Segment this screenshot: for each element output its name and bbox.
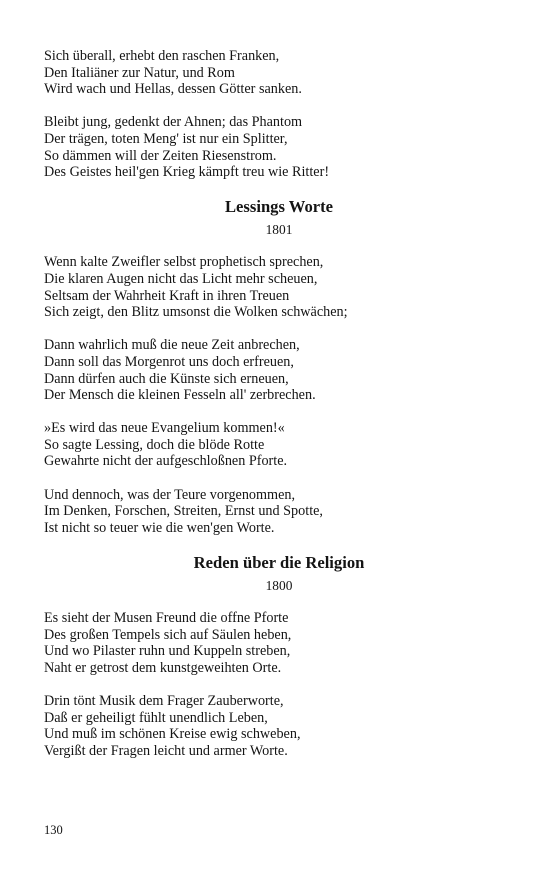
book-page: [44, 48, 514, 776]
verse-line: Und muß im schönen Kreise ewig schweben,: [44, 726, 301, 743]
verse-line: Es sieht der Musen Freund die offne Pforte: [44, 610, 289, 627]
previous-poem-continuation: [44, 48, 514, 181]
stanza: [44, 114, 514, 180]
page-number: 130: [44, 823, 63, 837]
verse-line: Dann wahrlich muß die neue Zeit anbrechen,: [44, 337, 300, 354]
verse-line: Gewahrte nicht der aufgeschloßnen Pforte.: [44, 453, 288, 470]
verse-line: Den Italiäner zur Natur, und Rom: [44, 64, 235, 81]
stanza: [44, 610, 514, 676]
verse-line: Im Denken, Forschen, Streiten, Ernst und Spotte,: [44, 503, 323, 520]
poem-reden-ueber-die-religion: [44, 553, 514, 759]
verse-line: Sich zeigt, den Blitz umsonst die Wolken schwächen;: [44, 304, 348, 321]
verse-line: Und dennoch, was der Teure vorgenommen,: [44, 486, 296, 503]
verse-line: Die klaren Augen nicht das Licht mehr scheuen,: [44, 270, 318, 287]
verse-line: So dämmen will der Zeiten Riesenstrom.: [44, 147, 277, 164]
stanza: [44, 487, 514, 537]
stanza: [44, 48, 514, 98]
verse-line: Naht er getrost dem kunstgeweihten Orte.: [44, 659, 282, 676]
stanza: [44, 693, 514, 759]
verse-line: Sich überall, erhebt den raschen Franken,: [44, 48, 280, 64]
poem-lessings-worte: [44, 197, 514, 536]
verse-line: Und wo Pilaster ruhn und Kuppeln streben,: [44, 643, 291, 660]
stanza: [44, 420, 514, 470]
poem-year: 1801: [265, 222, 293, 238]
poem-title: Reden über die Religion: [193, 553, 365, 573]
verse-line: »Es wird das neue Evangelium kommen!«: [44, 420, 285, 437]
verse-line: Wird wach und Hellas, dessen Götter sanken.: [44, 81, 302, 98]
verse-line: Drin tönt Musik dem Frager Zauberworte,: [44, 693, 284, 709]
verse-line: Dann dürfen auch die Künste sich erneuen,: [44, 370, 289, 387]
verse-line: Daß er geheiligt fühlt unendlich Leben,: [44, 709, 268, 726]
verse-line: So sagte Lessing, doch die blöde Rotte: [44, 436, 265, 453]
poem-title: Lessings Worte: [224, 197, 334, 217]
verse-line: Seltsam der Wahrheit Kraft in ihren Treuen: [44, 287, 290, 304]
verse-line: Des Geistes heil'gen Krieg kämpft treu wie Ritter!: [44, 164, 330, 181]
verse-line: Der trägen, toten Meng' ist nur ein Splitter,: [44, 130, 288, 147]
poem-year: 1800: [265, 578, 293, 594]
verse-line: Ist nicht so teuer wie die wen'gen Worte.: [44, 519, 275, 536]
verse-line: Dann soll das Morgenrot uns doch erfreuen,: [44, 353, 294, 370]
verse-line: Bleibt jung, gedenkt der Ahnen; das Phantom: [44, 114, 303, 131]
stanza: [44, 337, 514, 403]
verse-line: Vergißt der Fragen leicht und armer Worte.: [44, 742, 288, 759]
verse-line: Wenn kalte Zweifler selbst prophetisch sprechen,: [44, 254, 324, 271]
verse-line: Des großen Tempels sich auf Säulen heben,: [44, 626, 292, 643]
verse-line: Der Mensch die kleinen Fesseln all' zerbrechen.: [44, 387, 316, 404]
stanza: [44, 254, 514, 320]
